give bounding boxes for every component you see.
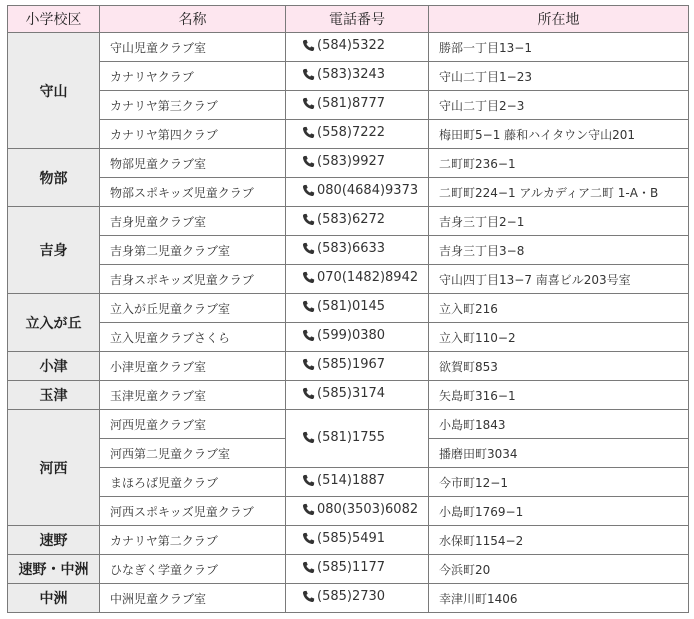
phone-icon: [302, 97, 315, 110]
phone-icon: [302, 155, 315, 168]
cell-school-area: 速野・中洲: [8, 555, 100, 584]
phone-number: (583)6272: [317, 212, 386, 227]
cell-school-area: 物部: [8, 149, 100, 207]
phone-wrap: [302, 430, 385, 445]
phone-icon: [302, 532, 315, 545]
phone-number: (599)0380: [317, 328, 386, 343]
phone-icon: [302, 184, 315, 197]
cell-phone: [286, 236, 429, 265]
phone-wrap: [302, 386, 385, 401]
phone-number: (558)7222: [317, 125, 386, 140]
table-row: [8, 555, 689, 584]
cell-club-name: 吉身第二児童クラブ室: [100, 236, 286, 265]
cell-club-name: 小津児童クラブ室: [100, 352, 286, 381]
cell-address: 二町町224−1 アルカディア二町 1-A・B: [429, 178, 689, 207]
cell-phone: [286, 381, 429, 410]
phone-wrap: [302, 67, 385, 82]
table-row: [8, 207, 689, 236]
cell-phone: [286, 468, 429, 497]
table-row: [8, 497, 689, 526]
phone-wrap: [302, 560, 385, 575]
table-body: [8, 33, 689, 613]
table-row: [8, 410, 689, 439]
cell-club-name: 物部児童クラブ室: [100, 149, 286, 178]
table-row: [8, 526, 689, 555]
phone-icon: [302, 126, 315, 139]
cell-school-area: 河西: [8, 410, 100, 526]
cell-club-name: 立入児童クラブさくら: [100, 323, 286, 352]
cell-club-name: カナリヤ第四クラブ: [100, 120, 286, 149]
cell-address: 矢島町316−1: [429, 381, 689, 410]
phone-wrap: [302, 589, 385, 604]
cell-club-name: カナリヤクラブ: [100, 62, 286, 91]
cell-school-area: 玉津: [8, 381, 100, 410]
phone-number: (585)2730: [317, 589, 386, 604]
phone-icon: [302, 590, 315, 603]
table-row: [8, 33, 689, 62]
phone-number: (585)3174: [317, 386, 386, 401]
childcare-club-table: [7, 5, 689, 613]
phone-wrap: [302, 183, 418, 198]
header-address: 所在地: [429, 6, 689, 33]
cell-address: 勝部一丁目13−1: [429, 33, 689, 62]
phone-wrap: [302, 502, 418, 517]
phone-icon: [302, 387, 315, 400]
cell-club-name: 河西スポキッズ児童クラブ: [100, 497, 286, 526]
table-row: [8, 62, 689, 91]
cell-club-name: 立入が丘児童クラブ室: [100, 294, 286, 323]
header-row: [8, 6, 689, 33]
phone-wrap: [302, 96, 385, 111]
phone-number: (585)1177: [317, 560, 386, 575]
table-row: [8, 323, 689, 352]
cell-address: 今市町12−1: [429, 468, 689, 497]
cell-phone: [286, 584, 429, 613]
cell-club-name: カナリヤ第三クラブ: [100, 91, 286, 120]
cell-club-name: 河西児童クラブ室: [100, 410, 286, 439]
table-row: [8, 236, 689, 265]
phone-icon: [302, 561, 315, 574]
cell-address: 守山二丁目2−3: [429, 91, 689, 120]
table-header: [8, 6, 689, 33]
cell-club-name: 河西第二児童クラブ室: [100, 439, 286, 468]
table-row: [8, 294, 689, 323]
cell-phone: [286, 555, 429, 584]
phone-icon: [302, 271, 315, 284]
cell-phone: [286, 410, 429, 468]
phone-icon: [302, 300, 315, 313]
table-row: [8, 468, 689, 497]
cell-phone: [286, 323, 429, 352]
cell-phone: [286, 207, 429, 236]
phone-wrap: [302, 241, 385, 256]
phone-number: 080(4684)9373: [317, 183, 419, 198]
cell-school-area: 速野: [8, 526, 100, 555]
cell-address: 守山四丁目13−7 南喜ビル203号室: [429, 265, 689, 294]
phone-icon: [302, 474, 315, 487]
cell-phone: [286, 178, 429, 207]
header-name: 名称: [100, 6, 286, 33]
cell-address: 小島町1769−1: [429, 497, 689, 526]
phone-icon: [302, 213, 315, 226]
cell-club-name: 玉津児童クラブ室: [100, 381, 286, 410]
phone-number: (581)8777: [317, 96, 386, 111]
cell-address: 二町町236−1: [429, 149, 689, 178]
phone-number: 080(3503)6082: [317, 502, 419, 517]
cell-address: 欲賀町853: [429, 352, 689, 381]
cell-phone: [286, 33, 429, 62]
cell-club-name: ひなぎく学童クラブ: [100, 555, 286, 584]
phone-wrap: [302, 212, 385, 227]
phone-number: (581)0145: [317, 299, 386, 314]
table-row: [8, 352, 689, 381]
cell-address: 幸津川町1406: [429, 584, 689, 613]
cell-club-name: まほろば児童クラブ: [100, 468, 286, 497]
phone-wrap: [302, 357, 385, 372]
phone-number: (583)9927: [317, 154, 386, 169]
header-area: 小学校区: [8, 6, 100, 33]
cell-club-name: カナリヤ第二クラブ: [100, 526, 286, 555]
header-tel: 電話番号: [286, 6, 429, 33]
cell-address: 今浜町20: [429, 555, 689, 584]
phone-number: (585)5491: [317, 531, 386, 546]
table-row: [8, 584, 689, 613]
cell-address: 守山二丁目1−23: [429, 62, 689, 91]
cell-address: 播磨田町3034: [429, 439, 689, 468]
cell-club-name: 中洲児童クラブ室: [100, 584, 286, 613]
table-row: [8, 381, 689, 410]
phone-wrap: [302, 299, 385, 314]
cell-phone: [286, 120, 429, 149]
phone-icon: [302, 431, 315, 444]
table-row: [8, 120, 689, 149]
table-container: [7, 5, 689, 613]
phone-wrap: [302, 531, 385, 546]
phone-icon: [302, 329, 315, 342]
phone-number: (514)1887: [317, 473, 386, 488]
cell-address: 吉身三丁目3−8: [429, 236, 689, 265]
cell-phone: [286, 91, 429, 120]
cell-school-area: 中洲: [8, 584, 100, 613]
table-row: [8, 265, 689, 294]
phone-wrap: [302, 270, 418, 285]
cell-school-area: 守山: [8, 33, 100, 149]
cell-phone: [286, 352, 429, 381]
cell-club-name: 物部スポキッズ児童クラブ: [100, 178, 286, 207]
phone-number: (585)1967: [317, 357, 386, 372]
cell-address: 立入町110−2: [429, 323, 689, 352]
cell-club-name: 吉身スポキッズ児童クラブ: [100, 265, 286, 294]
cell-school-area: 立入が丘: [8, 294, 100, 352]
cell-address: 水保町1154−2: [429, 526, 689, 555]
cell-school-area: 小津: [8, 352, 100, 381]
phone-wrap: [302, 125, 385, 140]
phone-number: (583)6633: [317, 241, 386, 256]
cell-club-name: 守山児童クラブ室: [100, 33, 286, 62]
phone-wrap: [302, 328, 385, 343]
phone-icon: [302, 242, 315, 255]
phone-wrap: [302, 473, 385, 488]
phone-icon: [302, 503, 315, 516]
table-row: [8, 91, 689, 120]
phone-icon: [302, 358, 315, 371]
phone-number: 070(1482)8942: [317, 270, 419, 285]
cell-phone: [286, 62, 429, 91]
phone-number: (583)3243: [317, 67, 386, 82]
phone-number: (584)5322: [317, 38, 386, 53]
phone-wrap: [302, 38, 385, 53]
cell-phone: [286, 265, 429, 294]
phone-icon: [302, 39, 315, 52]
cell-phone: [286, 497, 429, 526]
cell-phone: [286, 526, 429, 555]
cell-phone: [286, 149, 429, 178]
table-row: [8, 178, 689, 207]
cell-club-name: 吉身児童クラブ室: [100, 207, 286, 236]
cell-phone: [286, 294, 429, 323]
cell-address: 立入町216: [429, 294, 689, 323]
phone-icon: [302, 68, 315, 81]
cell-address: 小島町1843: [429, 410, 689, 439]
cell-address: 梅田町5−1 藤和ハイタウン守山201: [429, 120, 689, 149]
phone-number: (581)1755: [317, 429, 386, 445]
table-row: [8, 149, 689, 178]
cell-school-area: 吉身: [8, 207, 100, 294]
cell-address: 吉身三丁目2−1: [429, 207, 689, 236]
phone-wrap: [302, 154, 385, 169]
